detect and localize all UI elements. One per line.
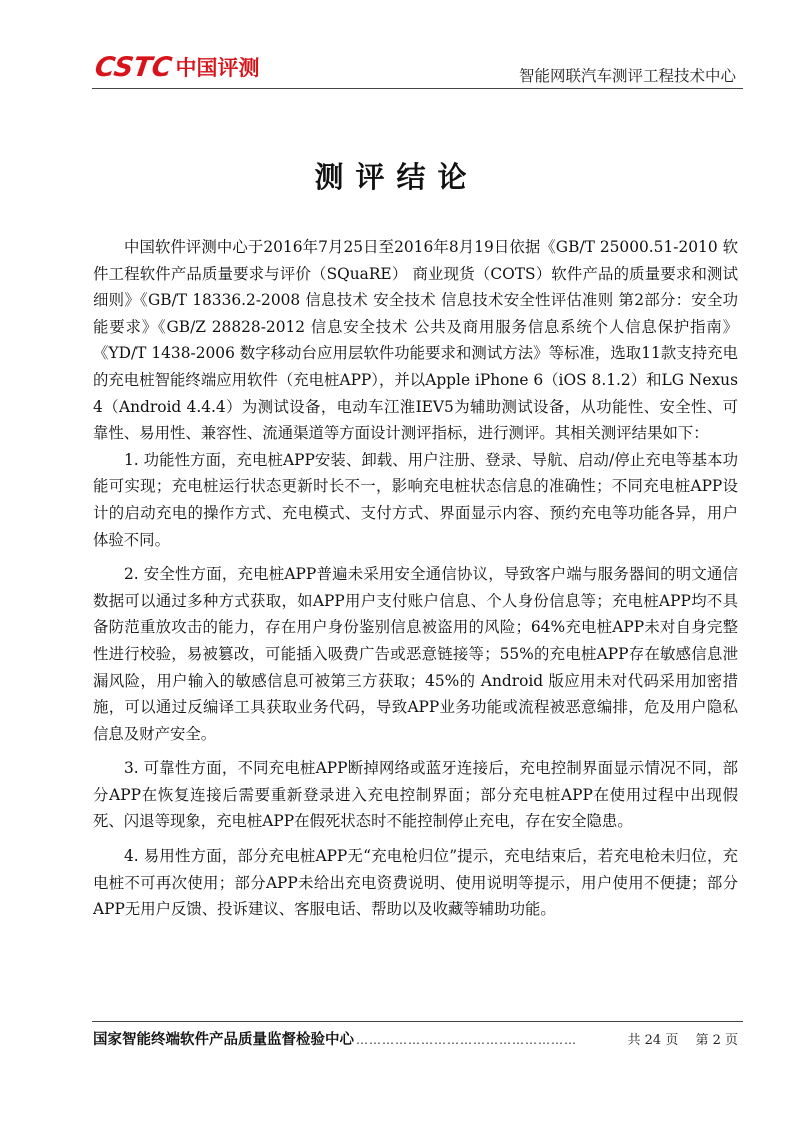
header-organization: 智能网联汽车测评工程技术中心 xyxy=(518,67,736,85)
footer-divider xyxy=(92,1021,743,1022)
page-number: 共 24 页 第 2 页 xyxy=(627,1033,738,1048)
logo-text: 中国评测 xyxy=(175,56,260,80)
page-footer xyxy=(93,1028,738,1049)
intro-paragraph: 中国软件评测中心于2016年7月25日至2016年8月19日依据《GB/T 25000.51-2010 软件工程软件产品质量要求与评价（SQuaRE） 商业现货（COTS）软件产品的质量要求和测试细则》《GB/T 18336.2-2008 信息技术 安全技术 信息技术安全性评估准则 第2部分：安全功能要求》《GB/Z 28828-2012 信息安全技术 公共及商用服务信息系统个人信息保护指南》《YD/T 1438-2006 数字移动台应用层软件功能要求和测试方法》等标准，选取11款支持充电的充电桩智能终端应用软件（充电桩APP），并以Apple iPhone 6（iOS 8.1.2）和LG Nexus 4（Android 4.4.4）为测试设备，电动车江淮IEV5为辅助测试设备，从功能性、安全性、可靠性、易用性、兼容性、流通渠道等方面设计测评指标，进行测评。其相关测评结果如下： xyxy=(93,238,738,443)
functionality-paragraph: 1. 功能性方面，充电桩APP安装、卸载、用户注册、登录、导航、启动/停止充电等基本功能可实现；充电桩运行状态更新时长不一，影响充电桩状态信息的准确性；不同充电桩APP设计的启动充电的操作方式、充电模式、支付方式、界面显示内容、预约充电等功能各异，用户体验不同。 xyxy=(93,450,738,549)
security-paragraph: 2. 安全性方面，充电桩APP普遍未采用安全通信协议，导致客户端与服务器间的明文通信数据可以通过多种方式获取，如APP用户支付账户信息、个人身份信息等；充电桩APP均不具备防范重放攻击的能力，存在用户身份鉴别信息被盗用的风险；64%充电桩APP未对自身完整性进行校验，易被篡改，可能插入吸费广告或恶意链接等；55%的充电桩APP存在敏感信息泄漏风险，用户输入的敏感信息可被第三方获取；45%的 Android 版应用未对代码采用加密措施，可以通过反编译工具获取业务代码，导致APP业务功能或流程被恶意编排，危及用户隐私信息及财产安全。 xyxy=(93,565,738,743)
logo-mark: CSTC xyxy=(92,52,174,83)
reliability-paragraph: 3. 可靠性方面，不同充电桩APP断掉网络或蓝牙连接后，充电控制界面显示情况不同，部分APP在恢复连接后需要重新登录进入充电控制界面；部分充电桩APP在使用过程中出现假死、闪退等现象，充电桩APP在假死状态时不能控制停止充电，存在安全隐患。 xyxy=(93,759,738,831)
footer-leader-dots: …………………………………………… xyxy=(356,1033,577,1047)
header-divider xyxy=(92,88,743,89)
document-body xyxy=(93,234,738,923)
usability-paragraph: 4. 易用性方面，部分充电桩APP无“充电枪归位”提示，充电结束后，若充电枪未归位，充电桩不可再次使用；部分APP未给出充电资费说明、使用说明等提示，用户使用不便捷；部分APP无用户反馈、投诉建议、客服电话、帮助以及收藏等辅助功能。 xyxy=(93,847,738,919)
cstc-logo xyxy=(92,52,260,83)
page-title: 测评结论 xyxy=(314,160,479,194)
footer-organization: 国家智能终端软件产品质量监督检验中心 xyxy=(93,1032,354,1048)
